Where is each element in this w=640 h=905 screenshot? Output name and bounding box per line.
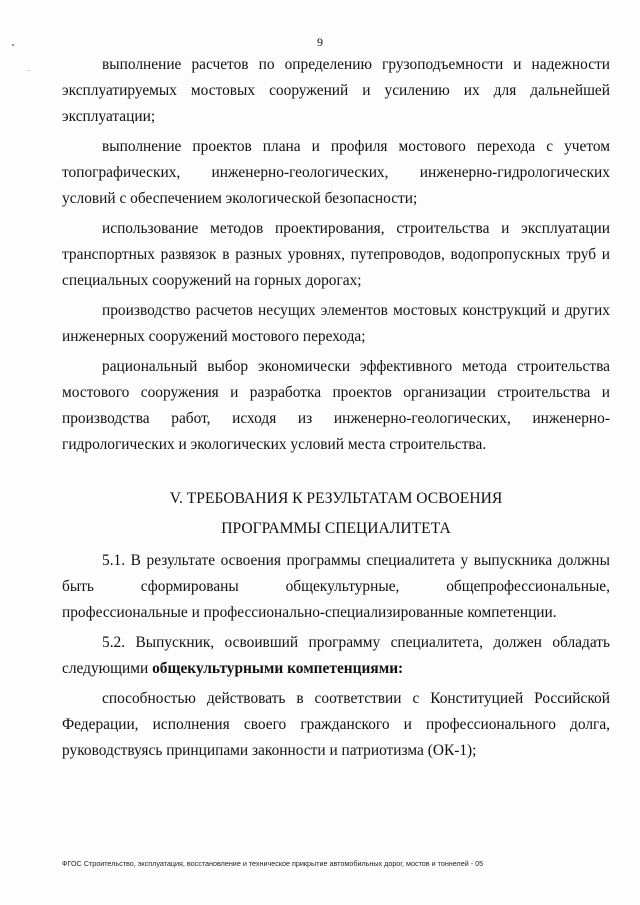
paragraph-structural-calculations: производство расчетов несущих элементов мостовых конструкций и других инженерных сооружений мостового перехода;: [62, 302, 610, 345]
section-heading-line-2: ПРОГРАММЫ СПЕЦИАЛИТЕТА: [221, 520, 451, 537]
paragraph-5-2: [62, 630, 610, 682]
paragraph-ok-1: способностью действовать в соответствии с Конституцией Российской Федерации, исполнения своего гражданского и профессионального долга, руководствуясь принципами законности и патриотизма (ОК-1);: [62, 690, 610, 759]
paragraph-bridge-crossing-projects: выполнение проектов плана и профиля мостового перехода с учетом топографических, инженерно-геологических, инженерно-гидрологических условий с обеспечением экологической безопасности;: [62, 138, 610, 207]
section-heading-line-1: V. ТРЕБОВАНИЯ К РЕЗУЛЬТАТАМ ОСВОЕНИЯ: [169, 490, 503, 507]
paragraph-construction-method-choice: рациональный выбор экономически эффективного метода строительства мостового сооружения и разработка проектов организации строительства и производства работ, исходя из инженерно-геологических, инженерно-гидрологических и экологических условий места строительства.: [62, 358, 610, 453]
scan-speck: [28, 70, 29, 71]
paragraph-5-2-text: 5.2. Выпускник, освоивший программу специалитета, должен обладать следующими: [62, 634, 610, 677]
document-footer: ФГОС Строительство, эксплуатация, восстановление и техническое прикрытие автомобильных дорог, мостов и тоннелей - 05: [62, 859, 484, 868]
paragraph-load-capacity: выполнение расчетов по определению грузоподъемности и надежности эксплуатируемых мостовых сооружений и усилению их для дальнейшей эксплуатации;: [62, 56, 610, 125]
paragraph-5-2-bold-term: общекультурными компетенциями:: [152, 660, 404, 677]
document-body: [62, 52, 610, 768]
paragraph-design-methods: использование методов проектирования, строительства и эксплуатации транспортных развязок в разных уровнях, путепроводов, водопропускных труб и специальных сооружений на горных дорогах;: [62, 220, 610, 289]
paragraph-5-1: 5.1. В результате освоения программы специалитета у выпускника должны быть сформированы общекультурные, общепрофессиональные, профессиональные и профессионально-специализированные компетенции.: [62, 552, 610, 621]
page-number: 9: [317, 35, 323, 49]
section-heading: [62, 484, 610, 544]
